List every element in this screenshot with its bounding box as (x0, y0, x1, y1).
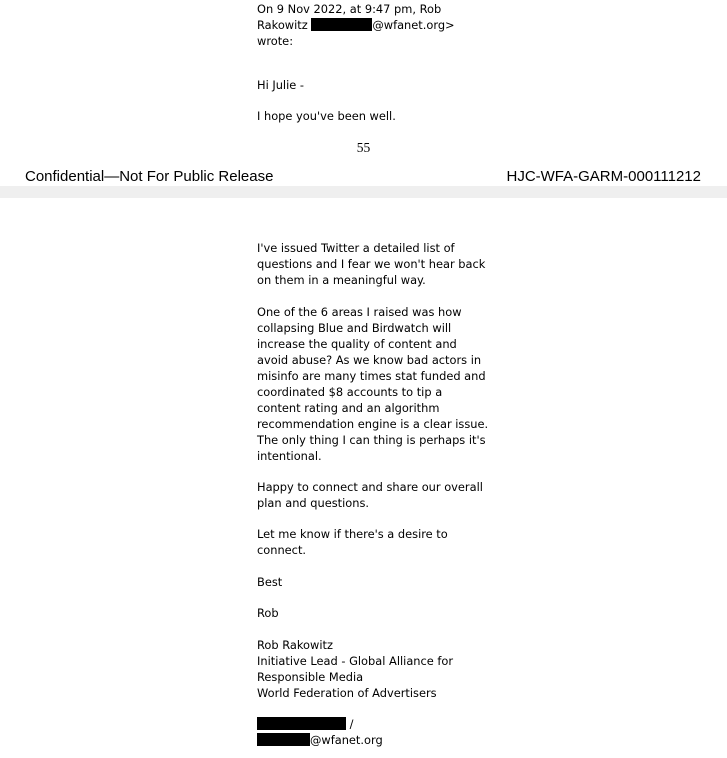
bates-number: HJC-WFA-GARM-000111212 (506, 168, 701, 185)
paragraph-line: misinfo are many times stat funded and (257, 369, 486, 383)
email-header-sender (257, 17, 477, 33)
contact-email-domain: @wfanet.org (310, 733, 383, 747)
paragraph-line: I've issued Twitter a detailed list of (257, 241, 455, 255)
redaction-bar (257, 733, 310, 746)
email-greeting (257, 77, 477, 93)
signature-contact (257, 716, 477, 748)
email-signature (257, 637, 477, 701)
greeting-text: Hi Julie - (257, 78, 304, 92)
paragraph-line: One of the 6 areas I raised was how (257, 305, 462, 319)
contact-line-2 (257, 732, 477, 748)
paragraph-line: intentional. (257, 449, 322, 463)
signature-name: Rob Rakowitz (257, 638, 333, 652)
paragraph-line: questions and I fear we won't hear back (257, 257, 486, 271)
paragraph-line: The only thing I can thing is perhaps it's (257, 433, 486, 447)
paragraph-line: connect. (257, 543, 307, 557)
email-header-date: On 9 Nov 2022, at 9:47 pm, Rob (257, 2, 442, 16)
page-number: 55 (356, 140, 371, 155)
body-paragraph-4 (257, 526, 477, 558)
redaction-bar (311, 18, 372, 31)
signature-organization: World Federation of Advertisers (257, 686, 437, 700)
sender-name-prefix: Rakowitz (257, 18, 312, 32)
paragraph-line: plan and questions. (257, 496, 370, 510)
contact-separator: / (346, 717, 354, 731)
opening-text: I hope you've been well. (257, 109, 396, 123)
signoff-text: Rob (257, 606, 279, 620)
email-header-wrote: wrote: (257, 34, 294, 48)
paragraph-line: on them in a meaningful way. (257, 273, 426, 287)
confidentiality-footer: Confidential—Not For Public Release (25, 168, 274, 185)
document-page-56 (0, 198, 727, 758)
sender-email-domain: @wfanet.org> (372, 18, 455, 32)
body-paragraph-2 (257, 304, 489, 464)
paragraph-line: recommendation engine is a clear issue. (257, 417, 489, 431)
paragraph-line: collapsing Blue and Birdwatch will (257, 321, 452, 335)
redaction-bar (257, 717, 346, 730)
page-separator (0, 186, 727, 198)
document-page-55 (0, 0, 727, 186)
paragraph-line: avoid abuse? As we know bad actors in (257, 353, 482, 367)
email-signoff (257, 605, 477, 621)
body-paragraph-3 (257, 479, 483, 511)
email-opening (257, 108, 477, 124)
quoted-email-header (257, 1, 477, 49)
contact-line-1 (257, 716, 477, 732)
paragraph-line: coordinated $8 accounts to tip a (257, 385, 443, 399)
signature-title: Initiative Lead - Global Alliance for (257, 654, 454, 668)
paragraph-line: Let me know if there's a desire to (257, 527, 448, 541)
signature-title: Responsible Media (257, 670, 364, 684)
paragraph-line: Happy to connect and share our overall (257, 480, 483, 494)
body-paragraph-1 (257, 240, 486, 288)
paragraph-line: content rating and an algorithm (257, 401, 440, 415)
closing-text: Best (257, 575, 283, 589)
email-closing (257, 574, 477, 590)
paragraph-line: increase the quality of content and (257, 337, 457, 351)
